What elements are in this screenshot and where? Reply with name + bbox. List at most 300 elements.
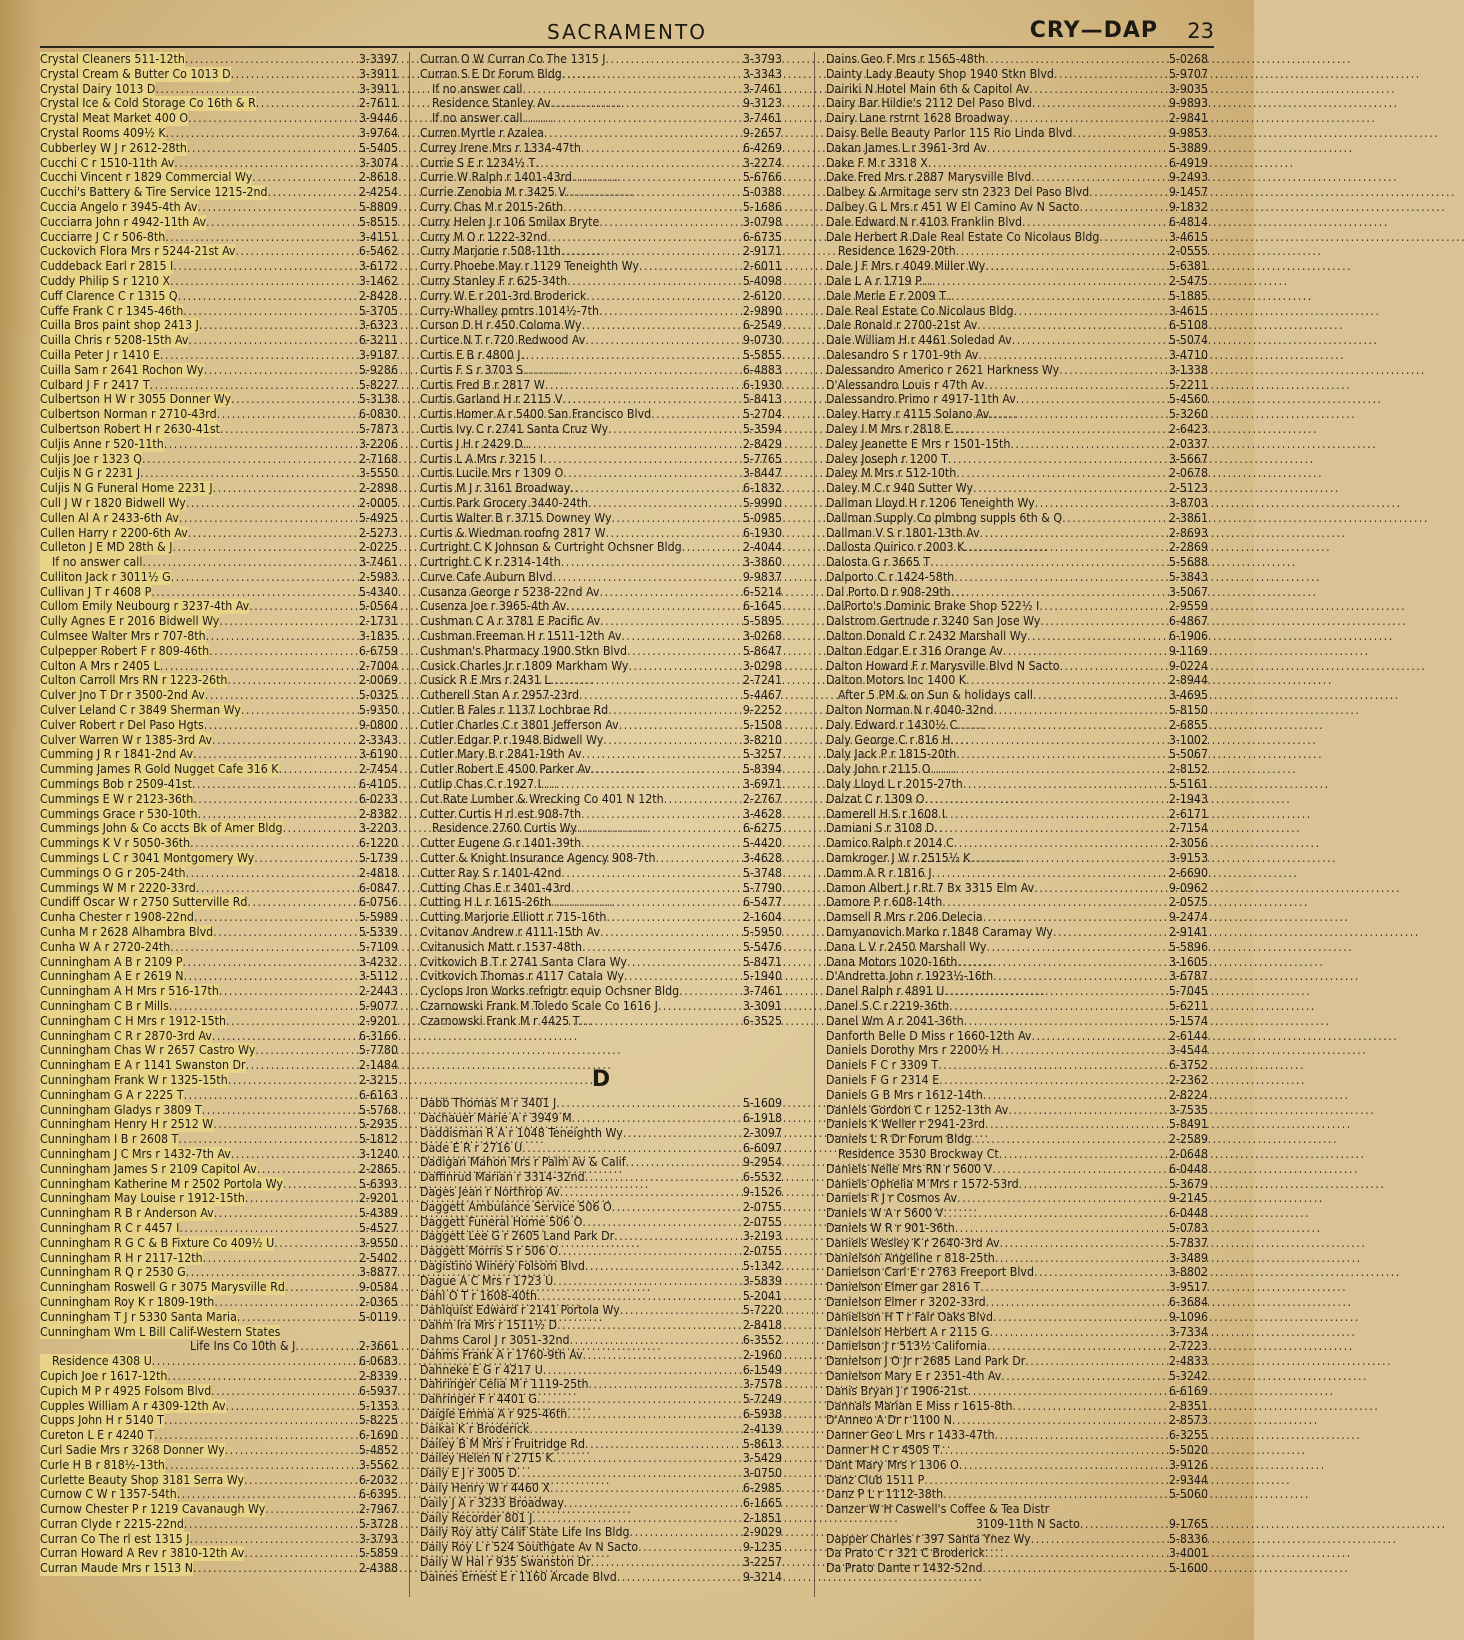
listing-name: Curle H B r 818½-13th <box>40 1457 165 1472</box>
phone-number: 3-3489 <box>1168 1250 1208 1265</box>
leader-dots <box>274 1236 358 1251</box>
leader-dots <box>582 1215 742 1230</box>
phone-number: 5-8809 <box>358 199 398 214</box>
listing-entry <box>826 289 1208 304</box>
phone-number: 2-5983 <box>358 569 398 584</box>
listing-entry <box>420 259 782 274</box>
listing-entry <box>40 614 398 629</box>
listing-entry <box>420 1363 782 1378</box>
listing-name: Culpepper Robert F r 809-46th <box>40 643 210 658</box>
phone-number: 2-4818 <box>358 865 398 880</box>
leader-dots <box>213 1117 358 1132</box>
phone-number: 5-4420 <box>742 836 782 851</box>
listing-entry <box>420 422 782 437</box>
listing-name: Danielson J O Jr r 2685 Land Park Dr <box>826 1354 1026 1369</box>
listing-entry <box>40 1399 398 1414</box>
leader-dots <box>178 289 358 304</box>
listing-entry <box>826 910 1208 925</box>
listing-name: Dalessandro Primo r 4917-11th Av <box>826 392 1016 407</box>
listing-name: Dalton Howard F r Marysville Blvd N Sacto <box>826 658 1060 673</box>
phone-number: 2-9559 <box>1168 599 1208 614</box>
listing-name: Culjis Joe r 1323 Q <box>40 451 143 466</box>
leader-dots <box>591 762 742 777</box>
leader-dots <box>983 1561 1168 1576</box>
phone-number: 2-7004 <box>358 658 398 673</box>
phone-number: 5-3242 <box>1168 1368 1208 1383</box>
listing-name: Dale Ronald r 2700-21st Av <box>826 318 978 333</box>
listing-name: Daniels Ophelia M Mrs r 1572-53rd <box>826 1176 1019 1191</box>
leader-dots <box>183 955 358 970</box>
listing-name: Cvitkovich B T r 2741 Santa Clara Wy <box>420 954 627 969</box>
listing-entry <box>826 422 1208 437</box>
phone-number: 3-2206 <box>358 436 398 451</box>
listing-name: Curtis J H r 2429 D <box>420 436 523 451</box>
phone-number: 2-2589 <box>1168 1132 1208 1147</box>
leader-dots <box>583 1348 742 1363</box>
listing-entry <box>420 156 782 171</box>
listing-name: Danis Bryan J r 1906-21st <box>826 1383 968 1398</box>
listing-name: Culver Robert r Del Paso Hgts <box>40 717 204 732</box>
phone-number: 2-0555 <box>1168 244 1208 259</box>
phone-number: 2-9890 <box>742 303 782 318</box>
listing-name: Cunningham Roy K r 1809-19th <box>40 1294 215 1309</box>
leader-dots <box>561 244 742 259</box>
listing-name: Residence 2760 Curtis Wy <box>432 821 577 836</box>
listing-entry <box>420 984 782 999</box>
listing-name: Daggett Funeral Home 506 O <box>420 1214 583 1229</box>
leader-dots <box>586 289 742 304</box>
leader-dots <box>999 1147 1168 1162</box>
leader-dots <box>213 481 358 496</box>
leader-dots <box>989 407 1167 422</box>
leader-dots <box>1034 1265 1168 1280</box>
listing-entry <box>826 511 1208 526</box>
listing-name: Curtis F S r 3703 S <box>420 362 524 377</box>
listing-name: Curry Helen J r 106 Smilax Bryte <box>420 214 600 229</box>
leader-dots <box>585 1259 742 1274</box>
leader-dots <box>621 629 741 644</box>
listing-name: Cunningham Roswell G r 3075 Marysville Rd <box>40 1280 285 1295</box>
phone-number: 3-3793 <box>742 52 782 66</box>
leader-dots <box>255 1043 357 1058</box>
listing-entry <box>826 1251 1208 1266</box>
phone-number: 3-4628 <box>742 851 782 866</box>
phone-number: 3-4544 <box>1168 1043 1208 1058</box>
listing-entry <box>40 1325 398 1340</box>
leader-dots <box>567 274 742 289</box>
listing-name: Danielson H T r Fair Oaks Blvd <box>826 1309 994 1324</box>
leader-dots <box>563 200 742 215</box>
leader-dots <box>585 333 742 348</box>
listing-entry <box>40 1014 398 1029</box>
phone-number: 2-3215 <box>358 1072 398 1087</box>
phone-number: 3-4615 <box>1168 303 1208 318</box>
phone-number: 3-1605 <box>1168 954 1208 969</box>
phone-number: 2-8428 <box>358 288 398 303</box>
phone-number: 2-7611 <box>358 96 398 111</box>
leader-dots <box>170 274 358 289</box>
phone-number: 6-0756 <box>358 895 398 910</box>
listing-name: Dale L A r 1719 P <box>826 273 922 288</box>
phone-number: 6-0830 <box>358 407 398 422</box>
listing-entry <box>420 1111 782 1126</box>
leader-dots <box>171 570 358 585</box>
listing-name: Czarnowski Frank M r 4425 T <box>420 1013 580 1028</box>
leader-dots <box>603 733 742 748</box>
leader-dots <box>152 1354 358 1369</box>
phone-number: 2-0678 <box>1168 466 1208 481</box>
leader-dots <box>954 570 1168 585</box>
leader-dots <box>545 378 742 393</box>
listing-entry <box>40 762 398 777</box>
listing-entry <box>826 1103 1208 1118</box>
listing-entry <box>420 1096 782 1111</box>
phone-number: 3-8877 <box>358 1265 398 1280</box>
listing-name: Curry Marjorie r 508-11th <box>420 244 561 259</box>
leader-dots <box>985 52 1168 67</box>
listing-name: Curtright C K r 2314-14th <box>420 555 561 570</box>
phone-number: 5-3889 <box>1168 140 1208 155</box>
listing-name: Damm A R r 1816 J <box>826 865 932 880</box>
leader-dots <box>922 274 1168 289</box>
listing-name: Curran O W Curran Co The 1315 J <box>420 52 606 66</box>
phone-number: 5-4389 <box>358 1206 398 1221</box>
listing-entry <box>420 82 782 97</box>
leader-dots <box>928 156 1168 171</box>
leader-dots <box>1072 126 1167 141</box>
listing-name: Danz Club 1511 P <box>826 1472 925 1487</box>
listing-entry <box>826 274 1208 289</box>
phone-number: 2-2362 <box>1168 1072 1208 1087</box>
leader-dots <box>993 969 1168 984</box>
phone-number: 2-3861 <box>1168 510 1208 525</box>
listing-name: Dant Mary Mrs r 1306 O <box>826 1457 959 1472</box>
leader-dots <box>165 1458 358 1473</box>
listing-name: Curran Maude Mrs r 1513 N <box>40 1561 193 1576</box>
listing-entry <box>40 244 398 259</box>
leader-dots <box>192 777 358 792</box>
listing-name: Cutler Charles C r 3801 Jefferson Av <box>420 717 619 732</box>
phone-number: 3-7461 <box>742 111 782 126</box>
phone-number: 6-6275 <box>742 821 782 836</box>
phone-number: 5-5950 <box>742 925 782 940</box>
listing-name: Daley Joseph r 1200 T <box>826 451 948 466</box>
phone-number: 3-5839 <box>742 1273 782 1288</box>
leader-dots <box>547 230 742 245</box>
listing-entry <box>420 452 782 467</box>
listing-entry <box>420 363 782 378</box>
listing-entry <box>40 1295 398 1310</box>
phone-number: 3-2257 <box>742 1554 782 1569</box>
phone-number: 2-6855 <box>1168 717 1208 732</box>
listing-entry <box>40 895 398 910</box>
leader-dots <box>608 703 742 718</box>
listing-name: Dahringer Celia M r 1119-25th <box>420 1377 589 1392</box>
phone-number: 2-5402 <box>358 1250 398 1265</box>
phone-number: 5-3594 <box>742 421 782 436</box>
leader-dots <box>537 1289 742 1304</box>
listing-name: Daley I M Mrs r 2818 E <box>826 421 952 436</box>
phone-number: 2-3097 <box>742 1125 782 1140</box>
listing-name: Dakan James L r 3961-3rd Av <box>826 140 987 155</box>
leader-dots <box>560 1185 742 1200</box>
phone-number: 3-8703 <box>1168 495 1208 510</box>
listing-name: Cullom Emily Neubourg r 3237-4th Av <box>40 599 250 614</box>
leader-dots <box>177 1487 358 1502</box>
listing-name: Cutter Curtis H rl est 908-7th <box>420 806 582 821</box>
listing-entry <box>40 378 398 393</box>
phone-number: 5-6393 <box>358 1176 398 1191</box>
leader-dots <box>983 1088 1168 1103</box>
listing-name: Damsell R Mrs r 206 Delecia <box>826 910 983 925</box>
listing-name: Curtis Park Grocery 3440-24th <box>420 495 589 510</box>
phone-number: 6-5532 <box>742 1170 782 1185</box>
listing-entry <box>40 170 398 185</box>
listing-name: Dalzat C r 1309 O <box>826 791 925 806</box>
listing-entry <box>826 1310 1208 1325</box>
listing-entry <box>40 526 398 541</box>
leader-dots <box>164 1413 358 1428</box>
listing-entry <box>420 733 782 748</box>
leader-dots <box>562 67 742 82</box>
phone-number: 6-4814 <box>1168 214 1208 229</box>
listing-entry <box>826 673 1208 688</box>
leader-dots <box>206 629 358 644</box>
leader-dots <box>178 1132 358 1147</box>
phone-number: 2-5475 <box>1168 273 1208 288</box>
phone-number: 2-1731 <box>358 614 398 629</box>
listing-name: Dairy Lane rstrnt 1628 Broadway <box>826 111 1010 126</box>
phone-number: 5-9077 <box>358 999 398 1013</box>
leader-dots <box>963 777 1168 792</box>
listing-name: Daily Roy L r 524 Southgate Av N Sacto <box>420 1540 639 1555</box>
leader-dots <box>630 1525 742 1540</box>
listing-name: Daly John r 2115 O <box>826 762 931 777</box>
listing-name: Damkroger J W r 2515½ K <box>826 851 971 866</box>
leader-dots <box>985 1546 1168 1561</box>
phone-number: 5-1342 <box>742 1258 782 1273</box>
phone-number: 5-5074 <box>1168 333 1208 348</box>
leader-dots <box>237 1310 358 1325</box>
listing-entry <box>826 659 1208 674</box>
leader-dots <box>557 1318 742 1333</box>
listing-entry <box>826 969 1208 984</box>
phone-number: 5-5476 <box>742 939 782 954</box>
phone-number: 2-2767 <box>742 791 782 806</box>
listing-name: Curtis Fred B r 2817 W <box>420 377 545 392</box>
leader-dots <box>954 836 1168 851</box>
listing-name: Cunningham I B r 2608 T <box>40 1132 179 1147</box>
listing-name: Cummings O G r 205-24th <box>40 865 186 880</box>
listing-name: Dahlquist Edward r 2141 Portola Wy <box>420 1303 620 1318</box>
leader-dots <box>606 910 741 925</box>
listing-entry <box>420 881 782 896</box>
listing-name: Dale Merle E r 2009 T <box>826 288 946 303</box>
phone-number: 3-6323 <box>358 318 398 333</box>
listing-name: Cupich M P r 4925 Folsom Blvd <box>40 1383 212 1398</box>
leader-dots <box>283 821 358 836</box>
listing-entry <box>40 96 398 111</box>
leader-dots <box>572 1111 742 1126</box>
listing-name: Curtis L A Mrs r 3215 I <box>420 451 544 466</box>
listing-name: Daniels K Weller r 2941-23rd <box>826 1117 985 1132</box>
phone-number: 3-0268 <box>742 629 782 644</box>
listing-name: Curtis E B r 4800 J <box>420 347 521 362</box>
listing-name: Dahringer F r 4401 G <box>420 1392 538 1407</box>
leader-dots <box>562 392 741 407</box>
listing-name: Cucchi C r 1510-11th Av <box>40 155 175 170</box>
listing-entry <box>40 540 398 555</box>
phone-number: 9-1457 <box>1168 185 1208 200</box>
listing-name: Dal Porto D r 908-29th <box>826 584 951 599</box>
leader-dots <box>987 1339 1168 1354</box>
phone-number: 5-8413 <box>742 392 782 407</box>
leader-dots <box>1040 614 1167 629</box>
leader-dots <box>1000 1236 1168 1251</box>
listing-name: Currie W Ralph r 1401-43rd <box>420 170 572 185</box>
leader-dots <box>226 1399 358 1414</box>
leader-dots <box>186 1265 358 1280</box>
leader-dots <box>225 1443 358 1458</box>
listing-entry <box>826 170 1208 185</box>
listing-entry <box>40 807 398 822</box>
leader-dots <box>188 111 358 126</box>
phone-number: 3-3911 <box>358 81 398 96</box>
listing-entry <box>40 215 398 230</box>
leader-dots <box>938 1058 1168 1073</box>
phone-number: 9-9837 <box>742 569 782 584</box>
listing-entry <box>826 747 1208 762</box>
listing-name: Cuilla Peter J r 1410 E <box>40 347 160 362</box>
phone-number: 2-8224 <box>1168 1087 1208 1102</box>
listing-name: Currie Zenobia M r 3425 V <box>420 185 566 200</box>
listing-name: Dallman Lloyd H r 1206 Teneighth Wy <box>826 495 1035 510</box>
phone-number: 6-5477 <box>742 895 782 910</box>
leader-dots <box>203 1251 358 1266</box>
phone-number: 6-5937 <box>358 1383 398 1398</box>
listing-entry <box>826 111 1208 126</box>
leader-dots <box>1031 170 1168 185</box>
listing-entry <box>826 777 1208 792</box>
listing-name: Daggett Lee G r 2605 Land Park Dr <box>420 1229 615 1244</box>
phone-number: 9-2145 <box>1168 1191 1208 1206</box>
phone-number: 3-8210 <box>742 732 782 747</box>
listing-entry <box>40 1132 398 1147</box>
leader-dots <box>599 215 742 230</box>
leader-dots <box>220 422 358 437</box>
listing-name: Dana L V r 2450 Marshall Wy <box>826 939 987 954</box>
phone-number: 2-4388 <box>358 1561 398 1576</box>
listing-entry <box>420 1185 782 1200</box>
leader-dots <box>639 259 742 274</box>
phone-number: 2-7241 <box>742 673 782 688</box>
listing-name: Daily Recorder 801 J <box>420 1510 533 1525</box>
listing-entry <box>420 1126 782 1141</box>
leader-dots <box>581 807 742 822</box>
leader-dots <box>944 984 1167 999</box>
listing-entry <box>40 1561 398 1576</box>
listing-entry <box>420 466 782 481</box>
listing-entry <box>420 200 782 215</box>
listing-name: D'Andretta John r 1923½-16th <box>826 969 994 984</box>
leader-dots <box>1059 363 1168 378</box>
phone-number: 2-0755 <box>742 1244 782 1259</box>
listing-name: Crystal Cleaners 511-12th <box>40 52 185 66</box>
leader-dots <box>1003 644 1168 659</box>
listing-name: Cutting H L r 1615-26th <box>420 895 552 910</box>
leader-dots <box>943 1206 1167 1221</box>
listing-entry <box>420 659 782 674</box>
phone-number: 2-9344 <box>1168 1472 1208 1487</box>
listing-entry <box>420 1481 782 1496</box>
phone-number: 3-2203 <box>358 821 398 836</box>
listing-entry <box>40 851 398 866</box>
leader-dots <box>212 1029 358 1044</box>
leader-dots <box>154 1428 358 1443</box>
listing-name: Cuilla Chris r 5208-15th Av <box>40 333 189 348</box>
listing-name: Cunningham R H r 2117-12th <box>40 1250 203 1265</box>
phone-number: 5-0783 <box>1168 1220 1208 1235</box>
phone-number: 2-8693 <box>1168 525 1208 540</box>
listing-entry <box>420 170 782 185</box>
leader-dots <box>184 1517 358 1532</box>
leader-dots <box>1000 1043 1167 1058</box>
leader-dots <box>948 452 1168 467</box>
leader-dots <box>983 910 1168 925</box>
leader-dots <box>955 1221 1168 1236</box>
listing-entry <box>40 1458 398 1473</box>
listing-entry <box>40 718 398 733</box>
listing-entry <box>40 881 398 896</box>
listing-entry <box>420 1511 782 1526</box>
listing-name: DalPorto's Dominic Brake Shop 522½ I <box>826 599 1040 614</box>
listing-entry <box>420 304 782 319</box>
listing-entry <box>826 1561 1208 1576</box>
listing-entry <box>420 111 782 126</box>
phone-number: 6-4105 <box>358 777 398 792</box>
listing-name: Curry M O r 1222-32nd <box>420 229 548 244</box>
spacer <box>420 1029 782 1044</box>
leader-dots <box>184 1088 358 1103</box>
listing-entry <box>826 555 1208 570</box>
phone-number: 3-7334 <box>1168 1324 1208 1339</box>
spacer <box>420 1043 782 1058</box>
listing-entry <box>420 629 782 644</box>
phone-number: 2-3661 <box>358 1339 398 1354</box>
listing-name: Daniels G B Mrs r 1612-14th <box>826 1087 983 1102</box>
listing-name: Daniels L R Dr Forum Bldg <box>826 1132 972 1147</box>
phone-number: 6-6169 <box>1168 1383 1208 1398</box>
phone-number: 9-9853 <box>1168 125 1208 140</box>
listing-name: Danforth Belle D Miss r 1660-12th Av <box>826 1028 1032 1043</box>
listing-column-1 <box>40 52 398 1632</box>
listing-name: Cunha M r 2628 Alhambra Blvd <box>40 925 214 940</box>
listing-entry <box>40 466 398 481</box>
phone-number: 5-4098 <box>742 273 782 288</box>
listing-entry <box>826 733 1208 748</box>
listing-name: Daniels Dorothy Mrs r 2200½ H <box>826 1043 1001 1058</box>
listing-entry <box>40 1073 398 1088</box>
listing-name: Dake F M r 3318 X <box>826 155 928 170</box>
leader-dots <box>957 955 1167 970</box>
listing-entry <box>40 969 398 984</box>
listing-name: Daly George C r 816 H <box>826 732 951 747</box>
leader-dots <box>252 170 358 185</box>
listing-name: Daggett Morris S r 506 O <box>420 1244 558 1259</box>
leader-dots <box>985 1117 1168 1132</box>
phone-number: 3-5550 <box>358 466 398 481</box>
leader-dots <box>627 955 742 970</box>
